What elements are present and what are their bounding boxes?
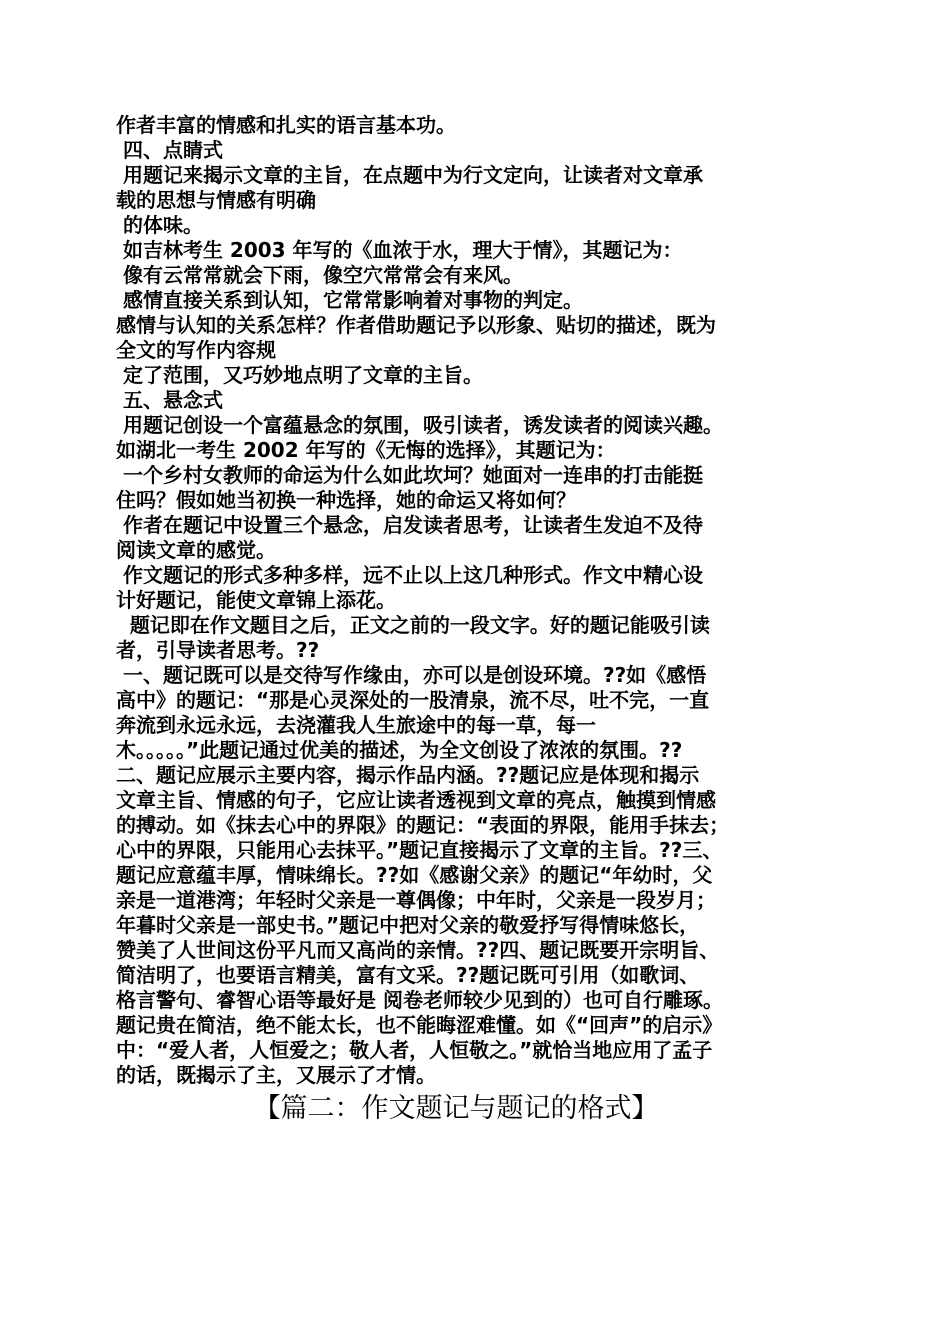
text-line: 用题记创设一个富蕴悬念的氛围，吸引读者，诱发读者的阅读兴趣。 <box>116 413 723 437</box>
text-line: 题记应意蕴丰厚，情味绵长。??如《感谢父亲》的题记“年幼时，父 <box>116 863 713 887</box>
text-line: 像有云常常就会下雨，像空穴常常会有来风。 <box>116 263 523 287</box>
text-line: 一、题记既可以是交待写作缘由，亦可以是创设环境。??如《感悟 <box>116 663 707 687</box>
text-line: 赞美了人世间这份平凡而又高尚的亲情。??四、题记既要开宗明旨、 <box>116 938 720 962</box>
text-line: 题记即在作文题目之后，正文之前的一段文字。好的题记能吸引读 <box>116 613 710 637</box>
text-line: 一个乡村女教师的命运为什么如此坎坷？她面对一连串的打击能挺 <box>116 463 703 487</box>
text-line: 计好题记，能使文章锦上添花。 <box>116 588 396 612</box>
text-line: 木。。。。。”此题记通过优美的描述，为全文创设了浓浓的氛围。?? <box>116 738 683 762</box>
text-line: 的搏动。如《抹去心中的界限》的题记：“表面的界限，能用手抹去； <box>116 813 730 837</box>
text-line: 的体味。 <box>116 213 203 237</box>
text-line: 格言警句、睿智心语等最好是 阅卷老师较少见到的）也可自行雕琢。 <box>116 988 723 1012</box>
text-line: 住吗？假如她当初换一种选择，她的命运又将如何？ <box>116 488 576 512</box>
text-line: 作者在题记中设置三个悬念，启发读者思考，让读者生发迫不及待 <box>116 513 703 537</box>
text-line: 感情与认知的关系怎样？作者借助题记予以形象、贴切的描述，既为 <box>116 313 716 337</box>
text-line: 感情直接关系到认知，它常常影响着对事物的判定。 <box>116 288 583 312</box>
text-line: 者，引导读者思考。?? <box>116 638 320 662</box>
text-line: 如吉林考生 2003 年写的《血浓于水，理大于情》，其题记为： <box>116 238 683 262</box>
text-line: 全文的写作内容规 <box>116 338 276 362</box>
text-line: 亲是一道港湾；年轻时父亲是一尊偶像；中年时，父亲是一段岁月； <box>116 888 716 912</box>
text-line: 年暮时父亲是一部史书。”题记中把对父亲的敬爱抒写得情味悠长， <box>116 913 700 937</box>
text-line: 高中》的题记：“那是心灵深处的一股清泉，流不尽，吐不完，一直 <box>116 688 710 712</box>
text-line: 载的思想与情感有明确 <box>116 188 316 212</box>
section-heading-xuannian: 五、悬念式 <box>116 388 223 412</box>
chapter-heading: 【篇二：作文题记与题记的格式】 <box>253 1093 659 1124</box>
text-line: 中：“爱人者，人恒爱之；敬人者，人恒敬之。”就恰当地应用了孟子 <box>116 1038 713 1062</box>
text-line: 简洁明了，也要语言精美，富有文采。??题记既可引用（如歌词、 <box>116 963 700 987</box>
text-line: 的话，既揭示了主，又展示了才情。 <box>116 1063 436 1087</box>
text-line: 阅读文章的感觉。 <box>116 538 276 562</box>
text-line: 定了范围，又巧妙地点明了文章的主旨。 <box>116 363 483 387</box>
text-line: 奔流到永远永远，去浇灌我人生旅途中的每一草，每一 <box>116 713 596 737</box>
text-line: 作者丰富的情感和扎实的语言基本功。 <box>116 113 456 137</box>
text-line: 心中的界限，只能用心去抹平。”题记直接揭示了文章的主旨。??三、 <box>116 838 723 862</box>
document-body <box>116 113 846 1126</box>
section-heading-dianjing: 四、点睛式 <box>116 138 223 162</box>
text-line: 如湖北一考生 2002 年写的《无悔的选择》，其题记为： <box>116 438 616 462</box>
text-line: 二、题记应展示主要内容，揭示作品内涵。??题记应是体现和揭示 <box>116 763 700 787</box>
text-line: 作文题记的形式多种多样，远不止以上这几种形式。作文中精心设 <box>116 563 703 587</box>
text-line: 题记贵在简洁，绝不能太长，也不能晦涩难懂。如《“回声”的启示》 <box>116 1013 723 1037</box>
text-line: 用题记来揭示文章的主旨，在点题中为行文定向，让读者对文章承 <box>116 163 703 187</box>
text-line: 文章主旨、情感的句子，它应让读者透视到文章的亮点，触摸到情感 <box>116 788 716 812</box>
